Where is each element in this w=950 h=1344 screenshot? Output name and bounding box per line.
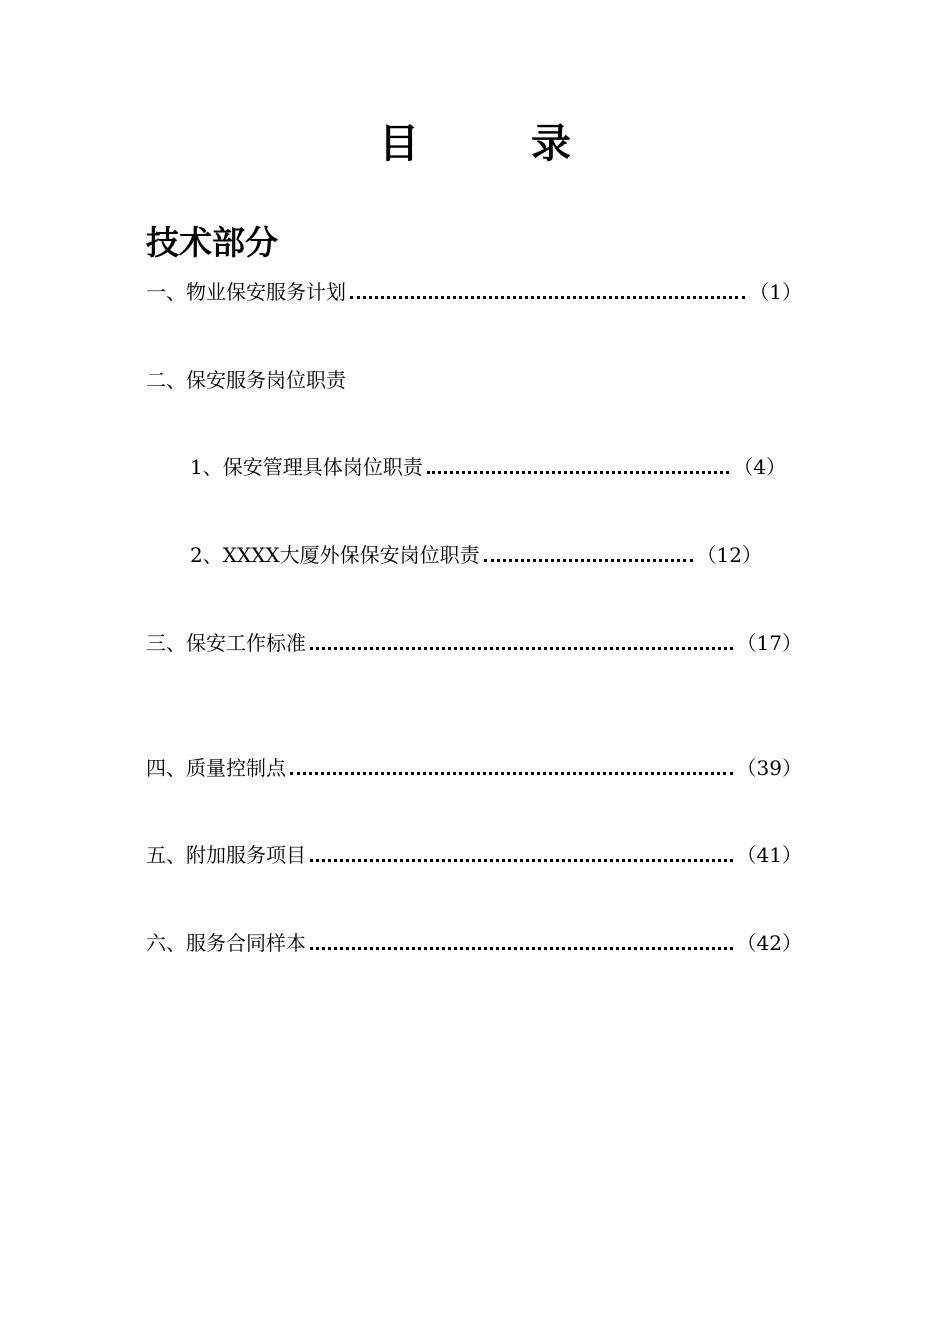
toc-entry-label: 五、附加服务项目 [146,843,306,867]
toc-entry-label: 二、保安服务岗位职责 [146,368,346,392]
toc-entry-label: 四、质量控制点 [146,756,286,780]
toc-page-number: （4） [733,455,786,479]
toc-entry [146,278,802,306]
toc-page-number: （17） [736,631,802,655]
toc-entry-label: 一、物业保安服务计划 [146,280,346,304]
toc-entry-label: 六、服务合同样本 [146,931,306,955]
toc-page-number: （41） [736,843,802,867]
toc-entry-label: 三、保安工作标准 [146,631,306,655]
toc-entry [146,929,802,957]
toc-entry [146,754,802,782]
toc-entry [146,366,346,394]
toc-leader-dots [310,947,733,950]
toc-page-number: （1） [749,280,802,304]
toc-entry [146,841,802,869]
toc-leader-dots [484,559,693,562]
toc-entry [146,629,802,657]
toc-page-number: （12） [696,543,762,567]
section-heading: 技术部分 [146,223,278,262]
toc-leader-dots [310,859,733,862]
toc-entry [190,541,762,569]
toc-leader-dots [427,471,730,474]
toc-leader-dots [350,296,745,299]
toc-entry-label: 2、XXXX大厦外保保安岗位职责 [190,543,480,567]
toc-page-number: （39） [736,756,802,780]
toc-entry-label: 1、保安管理具体岗位职责 [190,455,423,479]
page-title: 目 录 [379,121,607,167]
toc-leader-dots [290,772,733,775]
toc-page-number: （42） [736,931,802,955]
toc-leader-dots [310,647,733,650]
toc-entry [190,453,786,481]
